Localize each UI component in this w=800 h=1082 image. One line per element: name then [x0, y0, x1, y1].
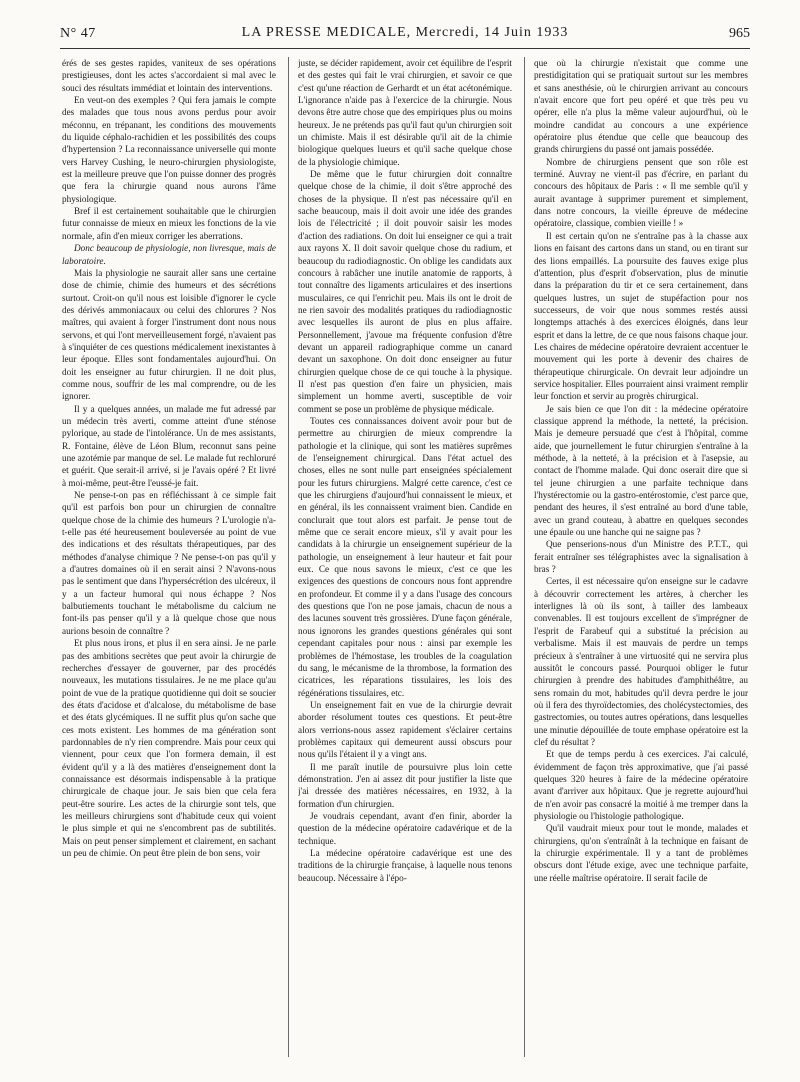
paragraph: que où la chirurgie n'existait que comme une prestidigitation qui se pratiquait surtout sur les membres et sans anesthésie, où le chirurgien arrivant au concours n'avait encore que fort peu opéré et que très peu vu opérer, elle n'a plus la même valeur aujourd'hui, où le moindre candidat au concours a une expérience opératoire plus étendue que celle que beaucoup des grands chirurgiens du passé ont jamais possédée.	[534, 58, 748, 155]
paragraph: Il y a quelques années, un malade me fut adressé par un médecin très averti, comme atteint d'une sténose pylorique, au stade de l'intolérance. Un de mes assistants, R. Fontaine, élève de Léon Blum, reconnut sans peine une azotémie par manque de sel. Le malade fut rechloruré et guérit. Que serait-il arrivé, si je l'avais opéré ? Et livré à moi-même, peut-être l'eussé-je fait.	[62, 403, 276, 488]
paragraph: Bref il est certainement souhaitable que le chirurgien futur connaisse de mieux en mieux les fonctions de la vie normale, afin d'en mieux corriger les aberrations.	[62, 206, 276, 241]
paragraph: Qu'il vaudrait mieux pour tout le monde, malades et chirurgiens, qu'on s'entraînât à la technique en faisant de la chirurgie expérimentale. Il y a tant de problèmes obscurs dont l'étude exige, avec une technique parfaite, une réelle maîtrise opératoire. Il serait facile de	[534, 823, 748, 883]
paragraph: Que penserions-nous d'un Ministre des P.T.T., qui ferait entraîner ses télégraphistes avec la signalisation à bras ?	[534, 539, 748, 575]
paragraph: Et plus nous irons, et plus il en sera ainsi. Je ne parle pas des ambitions secrètes que peut avoir la chirurgie de recherches d'essayer de gouverner, par des procédés nouveaux, les mutations tissulaires. Je ne me place qu'au point de vue de la pratique quotidienne qui doit se soucier des états d'acidose et d'alcalose, du métabolisme de base et des états glycémiques. Il ne suffit plus qu'on sache que ces mots existent. Les hommes de ma génération sont pardonnables de n'y rien comprendre. Mais pour ceux qui viennent, pour ceux que l'on formera demain, il est évident qu'il y a là des matières d'enseignement dont la connaissance est désormais indispensable à la pratique chirurgicale de chaque jour. Je sais bien que cela fera peut-être sourire. Les actes de la chirurgie sont tels, que les meilleurs chirurgiens sont d'habitude ceux qui voient le plus simple et qui ne s'encombrent pas de subtilités. Mais on peut penser simplement et clairement, en sachant un peu de chimie. On peut être plein de bon sens, voir	[62, 638, 276, 858]
paragraph: Ne pense-t-on pas en réfléchissant à ce simple fait qu'il est parfois bon pour un chirurgien de connaître quelque chose de la chimie des humeurs ? L'urologie n'a-t-elle pas été heureusement bouleversée au point de vue des indications et des résultats thérapeutiques, par des méthodes d'analyse chimique ? Ne pense-t-on pas qu'il y a d'autres domaines où il en serait ainsi ? N'avons-nous pas le sentiment que dans l'hypersécrétion des ulcéreux, il y a un facteur humoral qui nous échappe ? Nos balbutiements touchant le métabolisme du calcium ne font-ils pas penser qu'il y a là quelque chose que nous aurions besoin de connaître ?	[62, 490, 276, 636]
paragraph: De même que le futur chirurgien doit connaître quelque chose de la chimie, il doit s'être approché des choses de la physique. Il n'est pas nécessaire qu'il en sache beaucoup, mais il doit avoir une idée des grandes lois de l'électricité ; il doit pouvoir saisir les modes d'action des radiations. On doit lui enseigner ce qui a trait aux rayons X. Il doit savoir quelque chose du radium, et beaucoup du radiodiagnostic. On oblige les candidats aux concours à rabâcher une inutile anatomie de rapports, à tout connaître des ligaments articulaires et des insertions musculaires, ce qui l'enrichit peu. Mais ils ont le droit de ne rien savoir des modalités pratiques du radiodiagnostic avec lesquelles ils auront de plus en plus affaire. Personnellement, j'avoue ma fréquente confusion d'être devant un appareil radiographique comme un canard devant un saxophone. On doit donc enseigner au futur chirurgien quelque chose de ce qui touche à la physique. Il n'est pas question d'en faire un physicien, mais simplement un homme averti, susceptible de voir comment se pose un problème de physique médicale.	[298, 169, 512, 414]
paragraph: La médecine opératoire cadavérique est une des traditions de la chirurgie française, à laquelle nous tenons beaucoup. Nécessaire à l'épo-	[298, 848, 512, 883]
paragraph: Et que de temps perdu à ces exercices. J'ai calculé, évidemment de façon très approximative, que j'ai passé quelques 320 heures à faire de la médecine opératoire avant d'arriver aux hôpitaux. Que je regrette aujourd'hui de n'en avoir pas consacré la moitié à me tremper dans la physiologie ou l'histologie pathologique.	[534, 749, 748, 821]
column-3	[534, 57, 748, 1062]
paragraph: érés de ses gestes rapides, vaniteux de ses opérations prestigieuses, dont les actes s'accordaient si mal avec le souci des résultats immédiat et lointain des interventions.	[62, 58, 276, 93]
paragraph: En veut-on des exemples ? Qui fera jamais le compte des malades que tous nous avons perdus pour avoir méconnu, en trépanant, les conditions des mouvements du liquide céphalo-rachidien et les possibilités des coups d'hypertension ? La reconnaissance universelle qui monte vers Harvey Cushing, le neuro-chirurgien physiologiste, est la meilleure preuve que l'on puisse donner des progrès que fera la chirurgie quand nous aurons l'âme physiologique.	[62, 95, 276, 204]
publication-title: LA PRESSE MEDICALE, Mercredi, 14 Juin 1933	[241, 25, 569, 40]
column-1	[62, 57, 276, 1062]
paragraph: Il est certain qu'on ne s'entraîne pas à la chasse aux lions en faisant des cartons dans un stand, ou en tirant sur des lions empaillés. La poursuite des fauves exige plus d'attention, plus d'esprit d'observation, plus de minutie dans la préparation du tir et ce sera certainement, dans quelques lustres, un sujet de stupéfaction pour nos successeurs, de voir que nous sommes restés aussi longtemps attachés à des exercices éloignés, dans leur esprit et dans la lettre, de ce que nous faisons chaque jour. Les chaires de médecine opératoire devraient accentuer le mouvement qui les porte à devenir des chaires de thérapeutique chirurgicale. On devrait leur adjoindre un service hospitalier. Elles pourraient ainsi vraiment remplir leur fonction et servir au progrès chirurgical.	[534, 230, 748, 402]
paragraph: juste, se décider rapidement, avoir cet équilibre de l'esprit et des gestes qui fait le vrai chirurgien, et savoir ce que c'est qu'une réaction de Gerhardt et un état acétonémique. L'ignorance n'aide pas à l'exercice de la chirurgie. Nous devons être autre chose que des empiriques plus ou moins heureux. Je ne prétends pas qu'il faut qu'un chirurgien soit un chimiste. Mais il est désirable qu'il ait de la chimie biologique quelques lueurs et qu'il sache quelque chose de la physiologie chimique.	[298, 58, 512, 167]
paragraph: Donc beaucoup de physiologie, non livresque, mais de laboratoire.	[62, 243, 276, 266]
paragraph: Il me paraît inutile de poursuivre plus loin cette démonstration. J'en ai assez dit pour justifier la liste que j'ai dressée des matières nécessaires, en 1932, à la formation d'un chirurgien.	[298, 761, 512, 809]
paragraph: Je voudrais cependant, avant d'en finir, aborder la question de la médecine opératoire cadavérique et de la technique.	[298, 810, 512, 846]
page-number: 965	[729, 26, 750, 41]
paragraph: Certes, il est nécessaire qu'on enseigne sur le cadavre à découvrir correctement les artères, à chercher les interlignes là où ils sont, à tailler des lambeaux convenables. Il est toujours excellent de s'imprégner de l'esprit de Farabeuf qui a substitué la précision au verbalisme. Mais il est mauvais de perdre un temps précieux à s'entraîner à une virtuosité qui ne servira plus aussitôt le concours passé. Pourquoi obliger le futur chirurgien à prendre des habitudes d'amphithéâtre, au sens romain du mot, habitudes qu'il devra perdre le jour où il fera des thyroïdectomies, des cholécystectomies, des gastrectomies, ou toutes autres opérations, dans lesquelles une minutie dépouillée de toute emphase opératoire est la clef du résultat ?	[534, 576, 748, 747]
paragraph: Je sais bien ce que l'on dit : la médecine opératoire classique apprend la méthode, la netteté, la précision. Mais je demeure persuadé que c'est à l'hôpital, comme aide, que journellement le futur chirurgien s'entraîne à la méthode, à la netteté, à la précision et à l'asepsie, au contact de l'homme malade. Qui donc oserait dire que si tel jeune chirurgien a une parfaite technique dans l'hystérectomie ou la gastro-entérostomie, c'est parce que, pendant des heures, il s'est entraîné au bord d'une table, avec un grand couteau, à abattre en quelques secondes une épaule ou une hanche qui ne saigne pas ?	[534, 403, 748, 538]
paragraph: Mais la physiologie ne saurait aller sans une certaine dose de chimie, chimie des humeurs et des sécrétions surtout. Croit-on qu'il nous est loisible d'ignorer le cycle des dérivés ammoniacaux ou celui des chlorures ? Nos maîtres, qui avaient à forger l'instrument dont nous nous servons, et qui l'ont merveilleusement forgé, n'avaient pas à s'inquiéter de ces questions médicalement inexistantes à leur époque. Elles sont fondamentales aujourd'hui. On doit les enseigner au futur chirurgien. Il ne doit plus, comme nous, souffrir de les mal comprendre, ou de les ignorer.	[62, 267, 276, 402]
paragraph: Nombre de chirurgiens pensent que son rôle est terminé. Auvray ne vient-il pas d'écrire, en parlant du concours des hôpitaux de Paris : « Il me semble qu'il y aurait avantage à supprimer purement et simplement, dans notre concours, la vieille épreuve de médecine opératoire, classique, combien vieille ! »	[534, 156, 748, 229]
paragraph: Toutes ces connaissances doivent avoir pour but de permettre au chirurgien de mieux comprendre la pathologie et la clinique, qui sont les matières suprêmes de l'enseignement chirurgical. Dans l'état actuel des choses, elles ne sont nulle part enseignées spécialement pour les futurs chirurgiens. Malgré cette carence, c'est ce que les chirurgiens d'aujourd'hui connaissent le mieux, et en général, ils les connaissent vraiment bien. Candide en conclurait que tout alors est parfait. Je pense tout de même que ce serait encore mieux, s'il y avait pour les candidats à la chirurgie un enseignement supérieur de la pathologie, un enseignement à leur hauteur et fait pour eux. Ce que nous savons le mieux, c'est ce que les exigences des questions de concours nous font apprendre en profondeur. Et comme il y a dans l'usage des concours des questions que l'on ne pose jamais, chacun de nous a des lacunes souvent très grossières. D'une façon générale, nous ignorons les grandes questions générales qui sont cependant capitales pour nous : ainsi par exemple les problèmes de l'hémostase, les troubles de la coagulation du sang, le mécanisme de la thrombose, la formation des cicatrices, les réparations tissulaires, les lois des régénérations tissulaires, etc.	[298, 415, 512, 698]
column-2	[298, 57, 512, 1062]
issue-number: N° 47	[60, 26, 96, 41]
column-divider	[288, 57, 289, 1057]
article-columns	[62, 57, 752, 1067]
column-divider	[524, 57, 525, 1057]
paragraph: Un enseignement fait en vue de la chirurgie devrait aborder résolument toutes ces questions. Et peut-être alors verrions-nous assez rapidement s'éclairer certains problèmes capitaux qui demeurent aussi obscurs pour nous qu'ils l'étaient il y a vingt ans.	[298, 699, 512, 760]
page-header	[60, 22, 750, 49]
